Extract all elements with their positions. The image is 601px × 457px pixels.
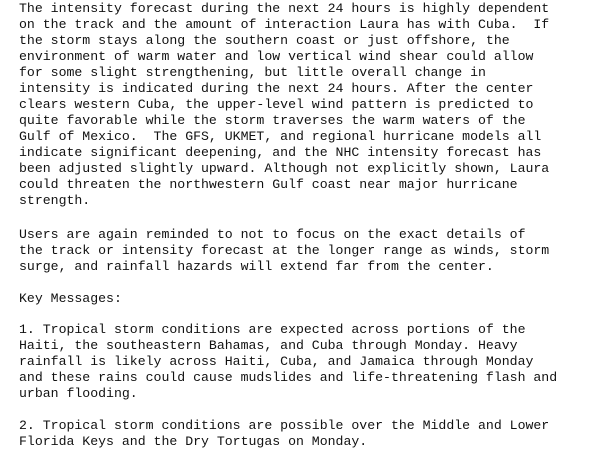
- text-line: rainfall is likely across Haiti, Cuba, and Jamaica through Monday: [19, 354, 534, 369]
- text-line: 2. Tropical storm conditions are possible over the Middle and Lower: [19, 418, 550, 433]
- text-line: environment of warm water and low vertical wind shear could allow: [19, 49, 534, 64]
- text-line: on the track and the amount of interaction Laura has with Cuba. If: [19, 17, 550, 32]
- text-line: surge, and rainfall hazards will extend far from the center.: [19, 259, 494, 274]
- text-line: the track or intensity forecast at the longer range as winds, storm: [19, 243, 550, 258]
- text-line: Florida Keys and the Dry Tortugas on Monday.: [19, 434, 368, 449]
- text-line: Haiti, the southeastern Bahamas, and Cuba through Monday. Heavy: [19, 338, 518, 353]
- text-line: for some slight strengthening, but little overall change in: [19, 65, 486, 80]
- text-line: The intensity forecast during the next 24 hours is highly dependent: [19, 1, 550, 16]
- text-line: indicate significant deepening, and the NHC intensity forecast has: [19, 145, 542, 160]
- text-line: clears western Cuba, the upper-level wind pattern is predicted to: [19, 97, 534, 112]
- text-line: could threaten the northwestern Gulf coast near major hurricane: [19, 177, 518, 192]
- text-line: been adjusted slightly upward. Although not explicitly shown, Laura: [19, 161, 550, 176]
- text-line: and these rains could cause mudslides and life-threatening flash and: [19, 370, 558, 385]
- text-line: Users are again reminded to not to focus on the exact details of: [19, 227, 526, 242]
- text-line: 1. Tropical storm conditions are expected across portions of the: [19, 322, 526, 337]
- text-line: quite favorable while the storm traverses the warm waters of the: [19, 113, 526, 128]
- text-line: Gulf of Mexico. The GFS, UKMET, and regional hurricane models all: [19, 129, 542, 144]
- text-line: the storm stays along the southern coast or just offshore, the: [19, 33, 510, 48]
- section-heading: Key Messages:: [19, 291, 122, 306]
- text-line: urban flooding.: [19, 386, 138, 401]
- text-line: strength.: [19, 193, 91, 208]
- text-line: intensity is indicated during the next 24 hours. After the center: [19, 81, 534, 96]
